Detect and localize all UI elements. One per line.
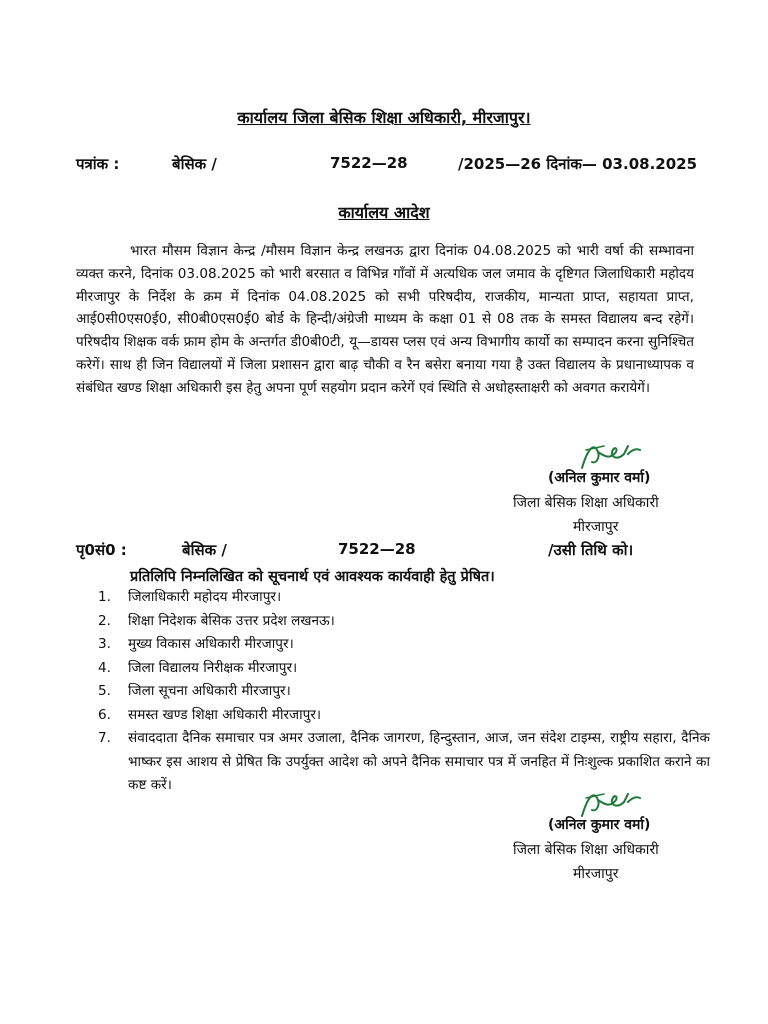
endorsement-label: पृ0सं0 :: [76, 541, 127, 559]
office-title: कार्यालय जिला बेसिक शिक्षा अधिकारी, मीरजापुर।: [237, 108, 531, 127]
endorsement-number: 7522—28: [338, 540, 416, 558]
endorsement-date: /उसी तिथि को।: [548, 541, 634, 559]
list-item: 1. जिलाधिकारी महोदय मीरजापुर।: [98, 589, 282, 605]
signatory-designation: जिला बेसिक शिक्षा अधिकारी: [513, 842, 659, 858]
ref-dept: बेसिक /: [172, 155, 217, 173]
ref-year-date: /2025—26 दिनांक— 03.08.2025: [458, 155, 698, 173]
copy-heading: प्रतिलिपि निम्नलिखित को सूचनार्थ एवं आवश्यक कार्यवाही हेतु प्रेषित।: [130, 569, 495, 585]
signatory-name: (अनिल कुमार वर्मा): [548, 470, 651, 486]
list-item: 4. जिला विद्यालय निरीक्षक मीरजापुर।: [98, 659, 298, 676]
list-item: 2. शिक्षा निदेशक बेसिक उत्तर प्रदेश लखनऊ।: [98, 612, 335, 629]
signatory-place: मीरजापुर: [573, 519, 619, 535]
endorsement-dept: बेसिक /: [182, 541, 227, 559]
list-item: 6. समस्त खण्ड शिक्षा अधिकारी मीरजापुर।: [98, 706, 322, 723]
list-item: 5. जिला सूचना अधिकारी मीरजापुर।: [98, 683, 291, 699]
recipient-list: [98, 586, 710, 798]
signatory-place: मीरजापुर: [573, 866, 619, 882]
signatory-name: (अनिल कुमार वर्मा): [548, 817, 651, 833]
ref-label: पत्रांक :: [76, 155, 120, 173]
ref-number: 7522—28: [330, 154, 408, 172]
signatory-designation: जिला बेसिक शिक्षा अधिकारी: [513, 495, 659, 511]
order-body: भारत मौसम विज्ञान केन्द्र /मौसम विज्ञान केन्द्र लखनऊ द्वारा दिनांक 04.08.2025 को भारी वर्षा की सम्भावना व्यक्त करने, दिनांक 03.08.2025 को भारी बरसात व विभिन्न गाँवों में अत्यधिक जल जमाव के दृष्टिगत जिलाधिकारी महोदय मीरजापुर के निर्देश के क्रम में दिनांक 04.08.2025 को सभी परिषदीय, राजकीय, मान्यता प्राप्त, सहायता प्राप्त, आई0सी0एस0ई0, सी0बी0एस0ई0 बोर्ड के हिन्दी/अंग्रेजी माध्यम के कक्षा 01 से 08 तक के समस्त विद्यालय बन्द रहेगें। परिषदीय शिक्षक वर्क फ्राम होम के अन्तर्गत डी0बी0टी, यू—डायस प्लस एवं अन्य विभागीय कार्यो का सम्पादन करना सुनिश्चित करेगें। साथ ही जिन विद्यालयों में जिला प्रशासन द्वारा बाढ़ चौकी व रैन बसेरा बनाया गया है उक्त विद्यालय के प्रधानाध्यापक व संबंधित खण्ड शिक्षा अधिकारी इस हेतु अपना पूर्ण सहयोग प्रदान करेगें एवं स्थिति से अधोहस्ताक्षरी को अवगत करायेगें।: [76, 243, 694, 396]
list-item: 7. संवाददाता दैनिक समाचार पत्र अमर उजाला, दैनिक जागरण, हिन्दुस्तान, आज, जन संदेश टाइम्स, राष्ट्रीय सहारा, दैनिक भाष्कर इस आशय से प्रेषित कि उपर्युक्त आदेश को अपने दैनिक समाचार पत्र में जनहित में निःशुल्क प्रकाशित कराने का कष्ट करें।: [98, 730, 711, 793]
list-item: 3. मुख्य विकास अधिकारी मीरजापुर।: [98, 636, 294, 652]
order-title: कार्यालय आदेश: [338, 203, 430, 222]
